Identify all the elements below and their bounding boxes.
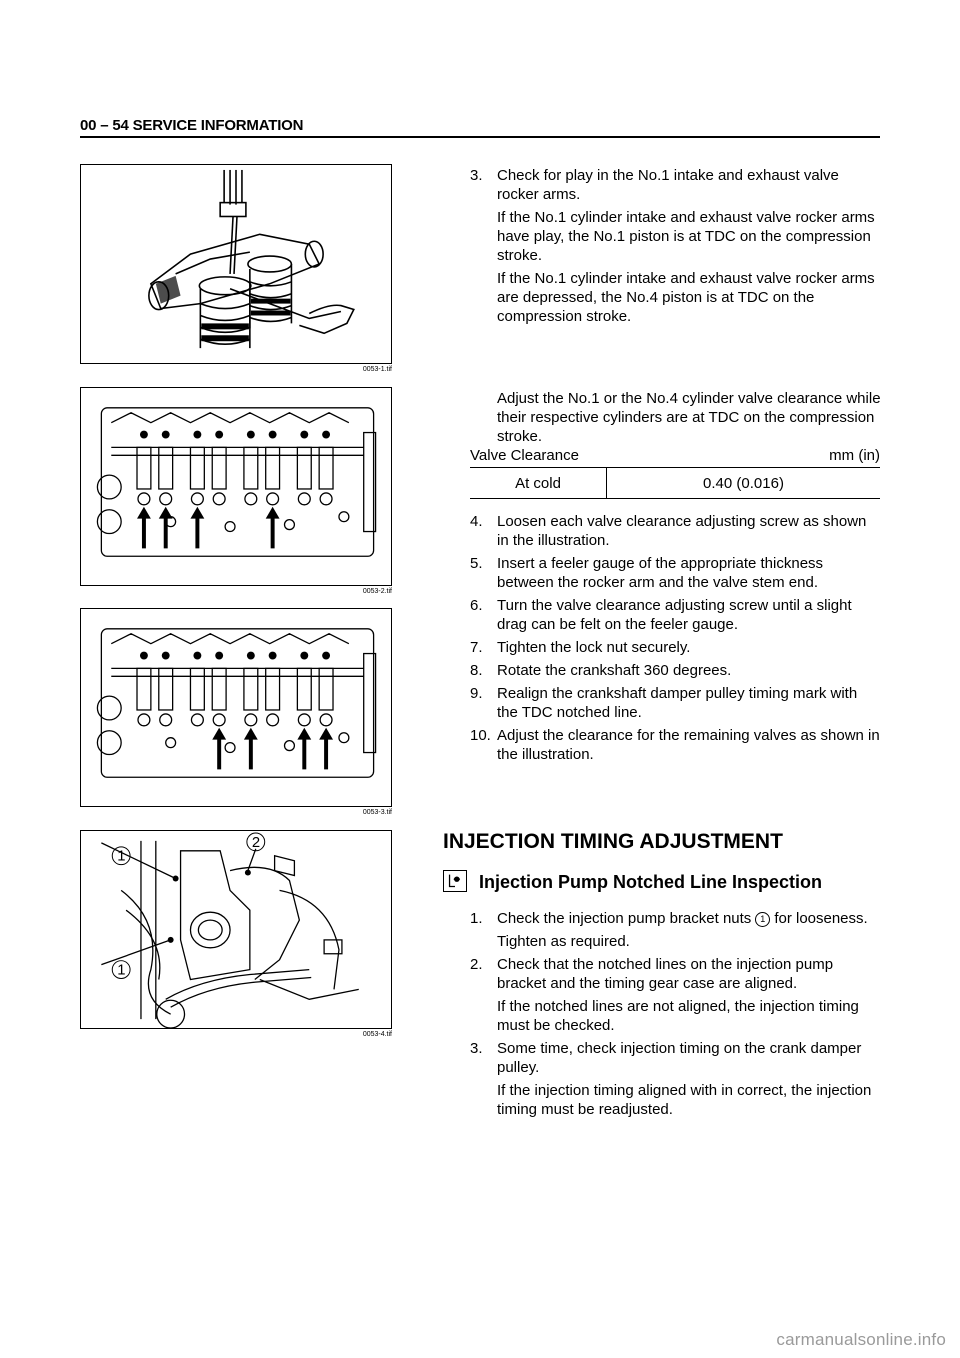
step-number: 5. <box>470 555 483 572</box>
step-number: 6. <box>470 597 483 614</box>
list-item <box>470 684 882 722</box>
step-number: 1. <box>470 910 483 927</box>
section-subtitle-text: Injection Pump Notched Line Inspection <box>479 872 823 892</box>
figure-rocker-arm <box>80 164 392 364</box>
step-text: Realign the crankshaft damper pulley timing mark with the TDC notched line. <box>497 685 858 721</box>
step-note: If the injection timing aligned with in correct, the injection timing must be readjusted. <box>497 1082 872 1118</box>
step-text: Loosen each valve clearance adjusting screw as shown in the illustration. <box>497 513 867 549</box>
list-item <box>470 726 882 764</box>
step-note: If the No.1 cylinder intake and exhaust valve rocker arms have play, the No.1 piston is at TDC on the compression stroke. <box>497 209 875 264</box>
list-item <box>470 166 882 204</box>
step-number: 3. <box>470 1040 483 1057</box>
list-item <box>470 909 882 928</box>
adjust-note: Adjust the No.1 or the No.4 cylinder valve clearance while their respective cylinders are at TDC on the compression stroke. <box>497 390 881 445</box>
step-text: for looseness. <box>774 910 868 927</box>
step-note: If the No.1 cylinder intake and exhaust valve rocker arms are depressed, the No.4 piston is at TDC on the compression stroke. <box>497 270 875 325</box>
step-text: Check the injection pump bracket nuts <box>497 910 752 927</box>
figure-caption: 0053-4.tif <box>362 1031 392 1038</box>
rocker-arm-illustration <box>81 165 391 363</box>
step-number: 10. <box>470 727 491 744</box>
step-number: 7. <box>470 639 483 656</box>
spec-header <box>470 447 880 464</box>
step-block-rocker-check <box>470 166 882 326</box>
step-text: Tighten the lock nut securely. <box>497 639 691 656</box>
section-subtitle <box>443 872 822 893</box>
section-title: INJECTION TIMING ADJUSTMENT <box>443 830 783 853</box>
adjust-note-block <box>470 389 882 446</box>
list-item <box>470 661 882 680</box>
watermark-link[interactable]: carmanualsonline.info <box>776 1330 946 1349</box>
step-text: Turn the valve clearance adjusting screw until a slight drag can be felt on the feeler gauge. <box>497 597 852 633</box>
step-text: Check for play in the No.1 intake and exhaust valve rocker arms. <box>497 167 839 203</box>
inspection-icon <box>443 870 467 892</box>
injection-pump-illustration <box>81 831 391 1028</box>
step-block-adjust <box>470 512 882 764</box>
callout-1-bottom: 1 <box>117 962 126 979</box>
reference-callout: 1 <box>755 912 770 927</box>
step-note: If the notched lines are not aligned, the injection timing must be checked. <box>497 998 859 1034</box>
spec-table <box>470 467 880 499</box>
step-text: Insert a feeler gauge of the appropriate thickness between the rocker arm and the valve stem end. <box>497 555 824 591</box>
step-note: Tighten as required. <box>497 933 630 950</box>
figure-cylinder-head-a <box>80 387 392 586</box>
list-item <box>470 1039 882 1077</box>
spec-unit: mm (in) <box>829 447 880 464</box>
spec-condition: At cold <box>470 468 607 498</box>
header-rule <box>80 136 880 138</box>
step-text: Check that the notched lines on the injection pump bracket and the timing gear case are aligned. <box>497 956 834 992</box>
step-number: 3. <box>470 167 483 184</box>
step-block-injection <box>470 909 882 1119</box>
step-text: Rotate the crankshaft 360 degrees. <box>497 662 732 679</box>
step-number: 2. <box>470 956 483 973</box>
step-text: Some time, check injection timing on the crank damper pulley. <box>497 1040 862 1076</box>
page-header: 00 – 54 SERVICE INFORMATION <box>80 117 304 134</box>
figure-caption: 0053-2.tif <box>362 588 392 595</box>
step-number: 4. <box>470 513 483 530</box>
cylinder-head-illustration <box>81 388 391 585</box>
list-item <box>470 955 882 993</box>
step-text: Adjust the clearance for the remaining valves as shown in the illustration. <box>497 727 880 763</box>
figure-caption: 0053-3.tif <box>362 809 392 816</box>
figure-cylinder-head-b <box>80 608 392 807</box>
spec-value: 0.40 (0.016) <box>703 474 784 492</box>
spec-label: Valve Clearance <box>470 447 579 464</box>
callout-1-top: 1 <box>117 848 126 865</box>
callout-2: 2 <box>251 834 261 851</box>
figure-caption: 0053-1.tif <box>362 366 392 373</box>
list-item <box>470 554 882 592</box>
step-number: 9. <box>470 685 483 702</box>
list-item <box>470 596 882 634</box>
list-item <box>470 638 882 657</box>
list-item <box>470 512 882 550</box>
figure-injection-pump <box>80 830 392 1029</box>
cylinder-head-illustration <box>81 609 391 806</box>
step-number: 8. <box>470 662 483 679</box>
